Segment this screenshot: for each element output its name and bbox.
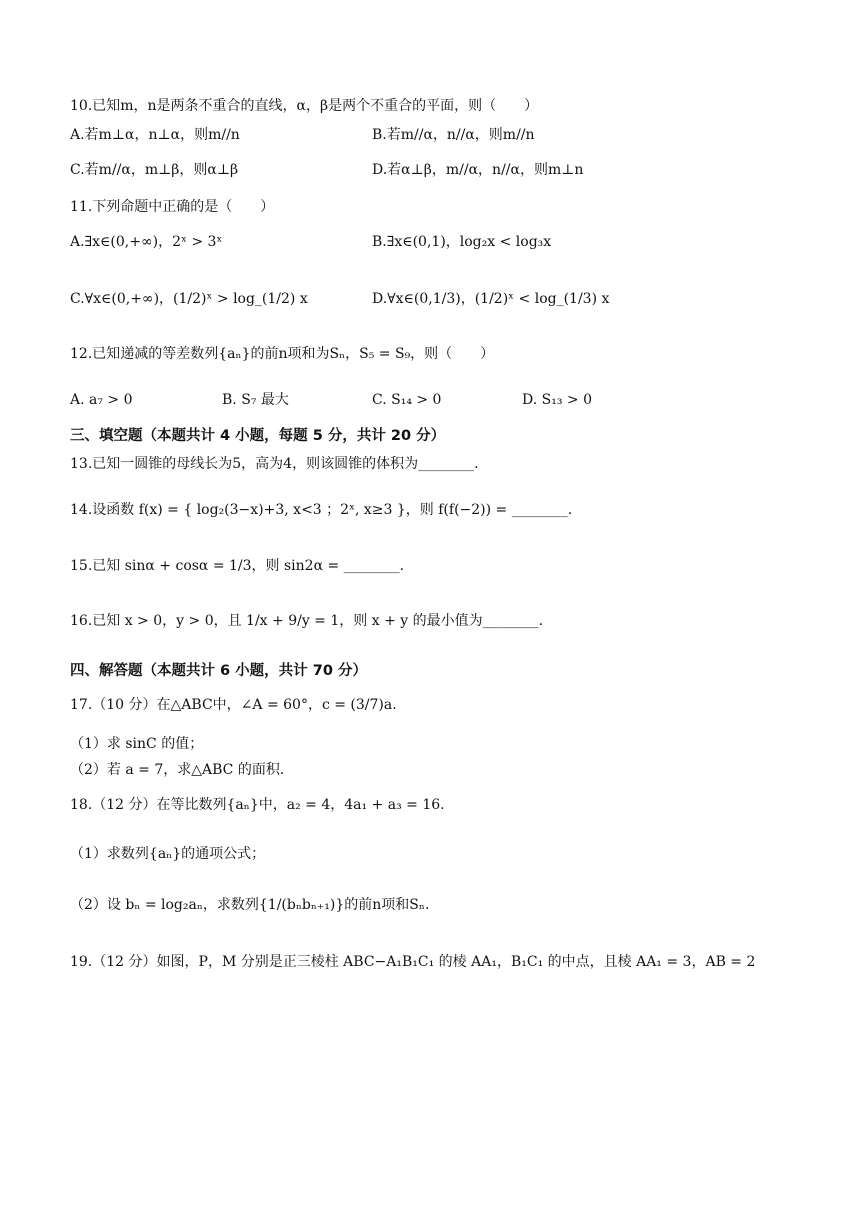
q10-option-b: B.若m//α，n//α，则m//n: [372, 127, 535, 143]
q16: 16.已知 x > 0，y > 0，且 1/x + 9/y = 1，则 x + y 的最小值为________.: [70, 613, 544, 629]
q11-option-a: A.∃x∈(0,+∞)，2ˣ > 3ˣ: [70, 234, 223, 250]
q18-part-1: （1）求数列{aₙ}的通项公式；: [70, 846, 266, 862]
q17-stem: 17.（10 分）在△ABC中，∠A = 60°，c = (3/7)a.: [70, 697, 397, 713]
q18-part-2: （2）设 bₙ = log₂aₙ，求数列{1/(bₙbₙ₊₁)}的前n项和Sₙ.: [70, 897, 430, 913]
q13: 13.已知一圆锥的母线长为5，高为4，则该圆锥的体积为________.: [70, 456, 479, 472]
q10-option-a: A.若m⊥α，n⊥α，则m//n: [70, 127, 240, 143]
q12-option-c: C. S₁₄ > 0: [372, 392, 442, 408]
q17-part-1: （1）求 sinC 的值；: [70, 736, 204, 752]
q12-option-a: A. a₇ > 0: [70, 392, 133, 408]
q12-stem: 12.已知递减的等差数列{aₙ}的前n项和为Sₙ，S₅ = S₉，则（ ）: [70, 346, 495, 362]
q15: 15.已知 sinα + cosα = 1/3，则 sin2α = ________.: [70, 558, 405, 574]
q11-stem: 11.下列命题中正确的是（ ）: [70, 199, 275, 215]
q18-stem: 18.（12 分）在等比数列{aₙ}中，a₂ = 4，4a₁ + a₃ = 16.: [70, 797, 445, 813]
q10-stem: 10.已知m，n是两条不重合的直线，α，β是两个不重合的平面，则（ ）: [70, 98, 539, 114]
section-3-title: 三、填空题（本题共计 4 小题，每题 5 分，共计 20 分）: [70, 428, 446, 444]
q14: 14.设函数 f(x) = { log₂(3−x)+3, x<3 ；2ˣ, x≥3 }，则 f(f(−2)) = ________.: [70, 502, 573, 518]
section-4-title: 四、解答题（本题共计 6 小题，共计 70 分）: [70, 663, 367, 679]
q10-option-c: C.若m//α，m⊥β，则α⊥β: [70, 162, 239, 178]
q11-option-c: C.∀x∈(0,+∞)，(1/2)ˣ > log_(1/2) x: [70, 291, 308, 307]
q11-option-b: B.∃x∈(0,1)，log₂x < log₃x: [372, 234, 552, 250]
q19-stem: 19.（12 分）如图，P，M 分别是正三棱柱 ABC−A₁B₁C₁ 的棱 AA₁，B₁C₁ 的中点，且棱 AA₁ = 3，AB = 2: [70, 954, 756, 970]
q11-option-d: D.∀x∈(0,1/3)，(1/2)ˣ < log_(1/3) x: [372, 291, 610, 307]
q12-option-d: D. S₁₃ > 0: [522, 392, 592, 408]
q12-option-b: B. S₇ 最大: [222, 392, 289, 408]
q17-part-2: （2）若 a = 7，求△ABC 的面积.: [70, 762, 285, 778]
q10-option-d: D.若α⊥β，m//α，n//α，则m⊥n: [372, 162, 584, 178]
